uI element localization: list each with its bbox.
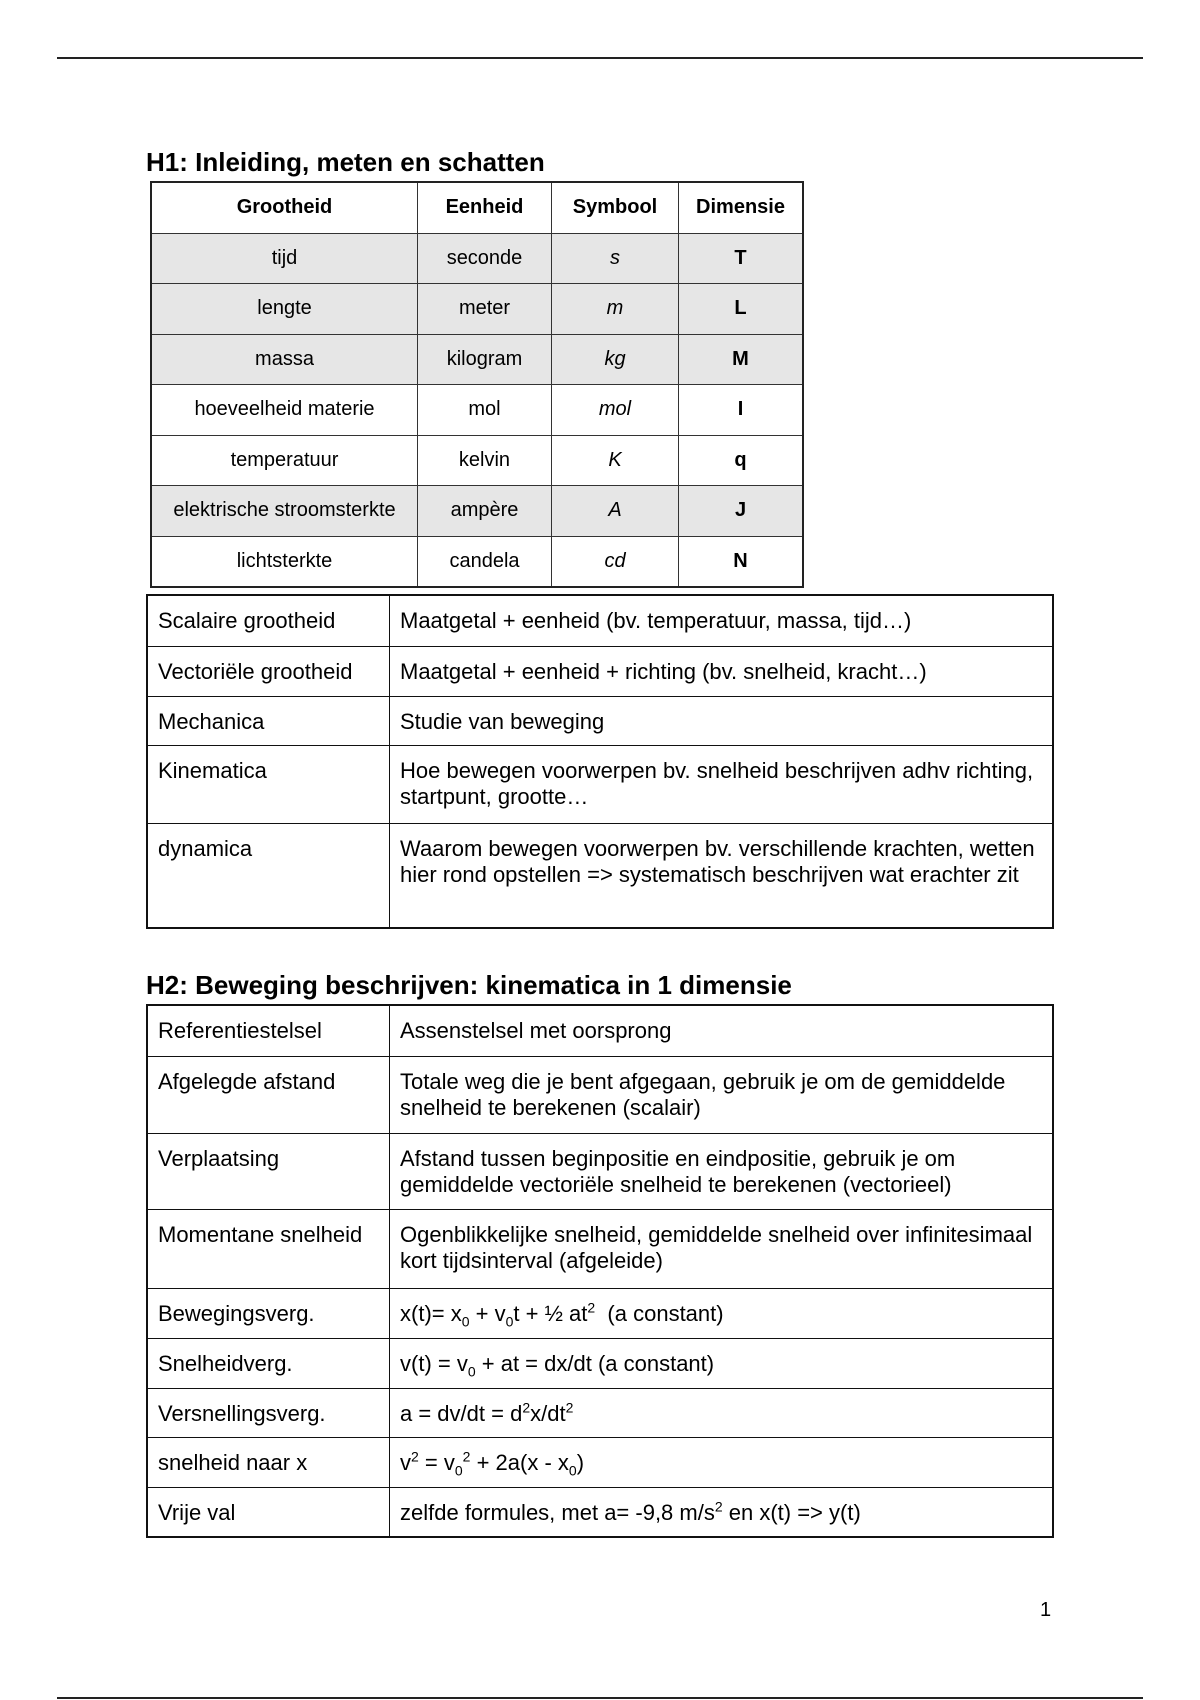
table-row	[147, 1437, 1053, 1487]
dimension-cell: L	[679, 284, 804, 335]
unit-cell: mol	[418, 385, 552, 436]
term-cell: Snelheidverg.	[147, 1338, 390, 1388]
table-header-row	[151, 182, 803, 233]
page-number: 1	[1040, 1599, 1052, 1621]
formula-text: + at = dx/dt (a constant)	[475, 1350, 715, 1376]
table-row	[147, 823, 1053, 928]
formula-text: x/dt	[530, 1400, 566, 1426]
subscript: 0	[568, 1461, 577, 1478]
term-cell: Versnellingsverg.	[147, 1388, 390, 1437]
formula-cell	[390, 1388, 1054, 1437]
formula-text: x(t)= x	[400, 1300, 462, 1326]
term-cell: Bewegingsverg.	[147, 1288, 390, 1338]
table-row	[151, 486, 803, 537]
superscript: 2	[565, 1399, 574, 1416]
superscript: 2	[714, 1498, 723, 1515]
table-row	[151, 385, 803, 436]
table-row	[147, 1056, 1053, 1133]
table-row	[147, 1388, 1053, 1437]
formula-text: v(t) = v	[400, 1350, 468, 1376]
quantity-cell: lichtsterkte	[151, 536, 418, 587]
superscript: 2	[411, 1448, 419, 1465]
table-row	[147, 696, 1053, 745]
formula-cell	[390, 1338, 1054, 1388]
superscript: 2	[522, 1399, 531, 1416]
symbol-cell: s	[552, 233, 679, 284]
table-row	[147, 1487, 1053, 1537]
symbol-cell: kg	[552, 334, 679, 385]
quantity-cell: elektrische stroomsterkte	[151, 486, 418, 537]
superscript: 2	[587, 1299, 596, 1316]
table-row	[151, 334, 803, 385]
term-cell: Vectoriële grootheid	[147, 646, 390, 696]
table-row	[151, 233, 803, 284]
term-cell: snelheid naar x	[147, 1437, 390, 1487]
table-row	[147, 745, 1053, 823]
unit-cell: kelvin	[418, 435, 552, 486]
subscript: 0	[467, 1362, 476, 1379]
quantity-cell: hoeveelheid materie	[151, 385, 418, 436]
formula-text: + 2a(x - x	[470, 1449, 569, 1475]
formula-cell	[390, 1288, 1054, 1338]
dimension-cell: q	[679, 435, 804, 486]
symbol-cell: cd	[552, 536, 679, 587]
symbol-cell: mol	[552, 385, 679, 436]
description-cell: Studie van beweging	[390, 696, 1054, 745]
unit-cell: kilogram	[418, 334, 552, 385]
description-cell: Maatgetal + eenheid (bv. temperatuur, massa, tijd…)	[390, 595, 1054, 646]
table-row	[147, 1338, 1053, 1388]
description-cell: Ogenblikkelijke snelheid, gemiddelde snelheid over infinitesimaal kort tijdsinterval (afgeleide)	[390, 1209, 1054, 1288]
symbol-cell: A	[552, 486, 679, 537]
unit-cell: ampère	[418, 486, 552, 537]
term-cell: Scalaire grootheid	[147, 595, 390, 646]
section-title-h1: H1: Inleiding, meten en schatten	[146, 147, 545, 177]
dimension-cell: N	[679, 536, 804, 587]
formula-text: zelfde formules, met a= -9,8 m/s	[400, 1499, 715, 1525]
column-header: Dimensie	[679, 182, 804, 233]
unit-cell: seconde	[418, 233, 552, 284]
term-cell: Kinematica	[147, 745, 390, 823]
symbol-cell: K	[552, 435, 679, 486]
description-cell: Totale weg die je bent afgegaan, gebruik je om de gemiddelde snelheid te berekenen (scalair)	[390, 1056, 1054, 1133]
footer-rule	[57, 1697, 1143, 1699]
subscript: 0	[454, 1461, 463, 1478]
column-header: Grootheid	[151, 182, 418, 233]
formula-text: v	[400, 1449, 411, 1475]
subscript: 0	[505, 1312, 514, 1329]
description-cell: Hoe bewegen voorwerpen bv. snelheid beschrijven adhv richting, startpunt, grootte…	[390, 745, 1054, 823]
definitions-table-h1	[146, 594, 1054, 929]
formula-cell	[390, 1487, 1054, 1537]
quantity-cell: temperatuur	[151, 435, 418, 486]
table-row	[151, 284, 803, 335]
term-cell: Mechanica	[147, 696, 390, 745]
formula-text: + v	[469, 1300, 506, 1326]
table-row	[147, 1133, 1053, 1209]
formula-text: (a constant)	[595, 1300, 724, 1326]
unit-cell: candela	[418, 536, 552, 587]
subscript: 0	[461, 1312, 470, 1329]
description-cell: Maatgetal + eenheid + richting (bv. snelheid, kracht…)	[390, 646, 1054, 696]
table-row	[151, 435, 803, 486]
formula-text: = v	[418, 1449, 455, 1475]
term-cell: Vrije val	[147, 1487, 390, 1537]
table-row	[147, 1209, 1053, 1288]
description-cell: Waarom bewegen voorwerpen bv. verschillende krachten, wetten hier rond opstellen => systematisch beschrijven wat erachter zit	[390, 823, 1054, 928]
unit-cell: meter	[418, 284, 552, 335]
term-cell: Verplaatsing	[147, 1133, 390, 1209]
table-row	[147, 595, 1053, 646]
dimension-cell: T	[679, 233, 804, 284]
column-header: Eenheid	[418, 182, 552, 233]
description-cell: Assenstelsel met oorsprong	[390, 1005, 1054, 1056]
formula-cell	[390, 1437, 1054, 1487]
table-row	[147, 646, 1053, 696]
term-cell: Momentane snelheid	[147, 1209, 390, 1288]
definitions-table-h2	[146, 1004, 1054, 1538]
table-row	[151, 536, 803, 587]
quantity-cell: lengte	[151, 284, 418, 335]
column-header: Symbool	[552, 182, 679, 233]
description-cell: Afstand tussen beginpositie en eindpositie, gebruik je om gemiddelde vectoriële snelheid te berekenen (vectorieel)	[390, 1133, 1054, 1209]
formula-text: a = dv/dt = d	[400, 1400, 523, 1426]
term-cell: Referentiestelsel	[147, 1005, 390, 1056]
symbol-cell: m	[552, 284, 679, 335]
si-units-table	[150, 181, 804, 588]
quantity-cell: tijd	[151, 233, 418, 284]
table-row	[147, 1005, 1053, 1056]
superscript: 2	[462, 1448, 471, 1465]
quantity-cell: massa	[151, 334, 418, 385]
formula-text: )	[576, 1449, 585, 1475]
table-row	[147, 1288, 1053, 1338]
term-cell: dynamica	[147, 823, 390, 928]
formula-text: en x(t) => y(t)	[722, 1499, 861, 1525]
formula-text: t + ½ at	[513, 1300, 588, 1326]
term-cell: Afgelegde afstand	[147, 1056, 390, 1133]
header-rule	[57, 57, 1143, 59]
section-title-h2: H2: Beweging beschrijven: kinematica in 1 dimensie	[146, 970, 792, 1000]
dimension-cell: I	[679, 385, 804, 436]
dimension-cell: M	[679, 334, 804, 385]
dimension-cell: J	[679, 486, 804, 537]
